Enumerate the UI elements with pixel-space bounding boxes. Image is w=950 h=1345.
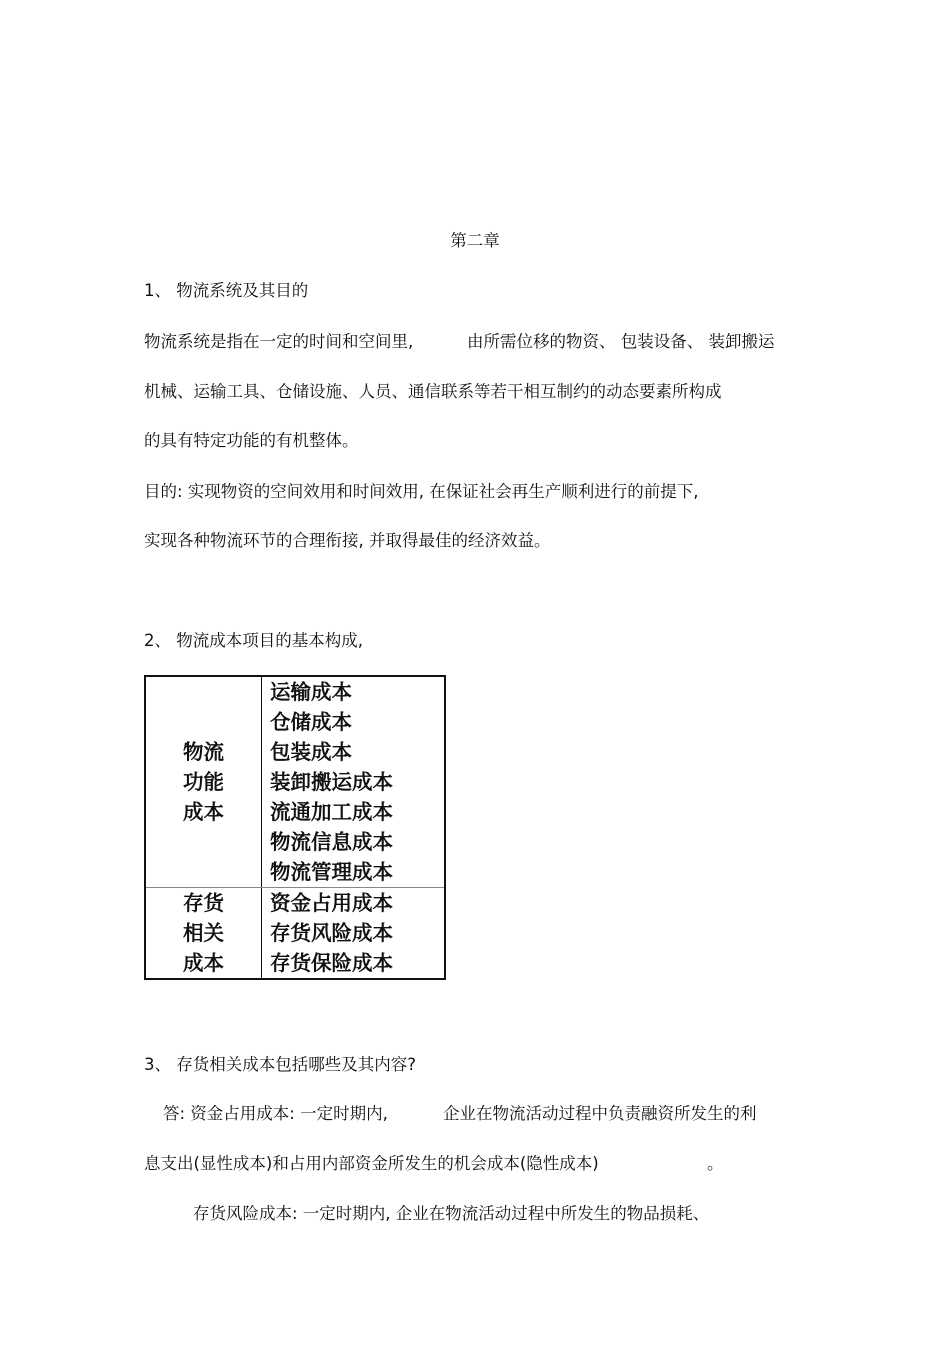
category-cell — [145, 676, 262, 888]
items-cell — [262, 888, 446, 980]
q1-paragraph-line-1a: 物流系统是指在一定的时间和空间里, — [144, 332, 414, 351]
cost-item: 运输成本 — [270, 680, 352, 704]
q1-paragraph-line-3: 的具有特定功能的有机整体。 — [144, 431, 359, 450]
q1-paragraph-line-2: 机械、运输工具、仓储设施、人员、通信联系等若干相互制约的动态要素所构成 — [144, 382, 722, 401]
category-text: 物流 — [183, 740, 224, 764]
category-text: 功能 — [183, 770, 224, 794]
cost-item: 流通加工成本 — [270, 800, 393, 824]
cost-item: 存货风险成本 — [270, 921, 393, 945]
q1-paragraph-line-1b: 由所需位移的物资、 包装设备、 装卸搬运 — [467, 332, 775, 351]
cost-item: 装卸搬运成本 — [270, 770, 393, 794]
q1-purpose-line-2: 实现各种物流环节的合理衔接, 并取得最佳的经济效益。 — [144, 531, 551, 550]
table-row — [145, 888, 445, 980]
category-text: 存货 — [183, 891, 224, 915]
q3-answer-line-2b: 。 — [707, 1154, 724, 1173]
q3-answer-line-2a: 息支出(显性成本)和占用内部资金所发生的机会成本(隐性成本) — [144, 1154, 599, 1173]
cost-item: 资金占用成本 — [270, 891, 393, 915]
cost-item: 物流信息成本 — [270, 830, 393, 854]
q3-heading: 3、 存货相关成本包括哪些及其内容? — [144, 1055, 417, 1074]
q3-answer-line-1a: 答: 资金占用成本: 一定时期内, — [163, 1104, 388, 1123]
cost-structure-table — [144, 675, 446, 980]
category-text: 成本 — [183, 800, 224, 824]
q3-answer-line-3: 存货风险成本: 一定时期内, 企业在物流活动过程中所发生的物品损耗、 — [193, 1204, 710, 1223]
q1-purpose-line-1: 目的: 实现物资的空间效用和时间效用, 在保证社会再生产顺利进行的前提下, — [144, 482, 699, 501]
items-cell — [262, 676, 446, 888]
cost-item: 存货保险成本 — [270, 951, 393, 975]
chapter-title: 第二章 — [450, 231, 500, 250]
cost-item: 物流管理成本 — [270, 860, 393, 884]
q2-heading: 2、 物流成本项目的基本构成, — [144, 631, 363, 650]
cost-item: 包装成本 — [270, 740, 352, 764]
q3-answer-line-1b: 企业在物流活动过程中负责融资所发生的利 — [443, 1104, 757, 1123]
category-text: 成本 — [183, 951, 224, 975]
category-cell — [145, 888, 262, 980]
table-row — [145, 676, 445, 888]
q1-heading: 1、 物流系统及其目的 — [144, 281, 309, 300]
category-text: 相关 — [183, 921, 224, 945]
cost-item: 仓储成本 — [270, 710, 352, 734]
